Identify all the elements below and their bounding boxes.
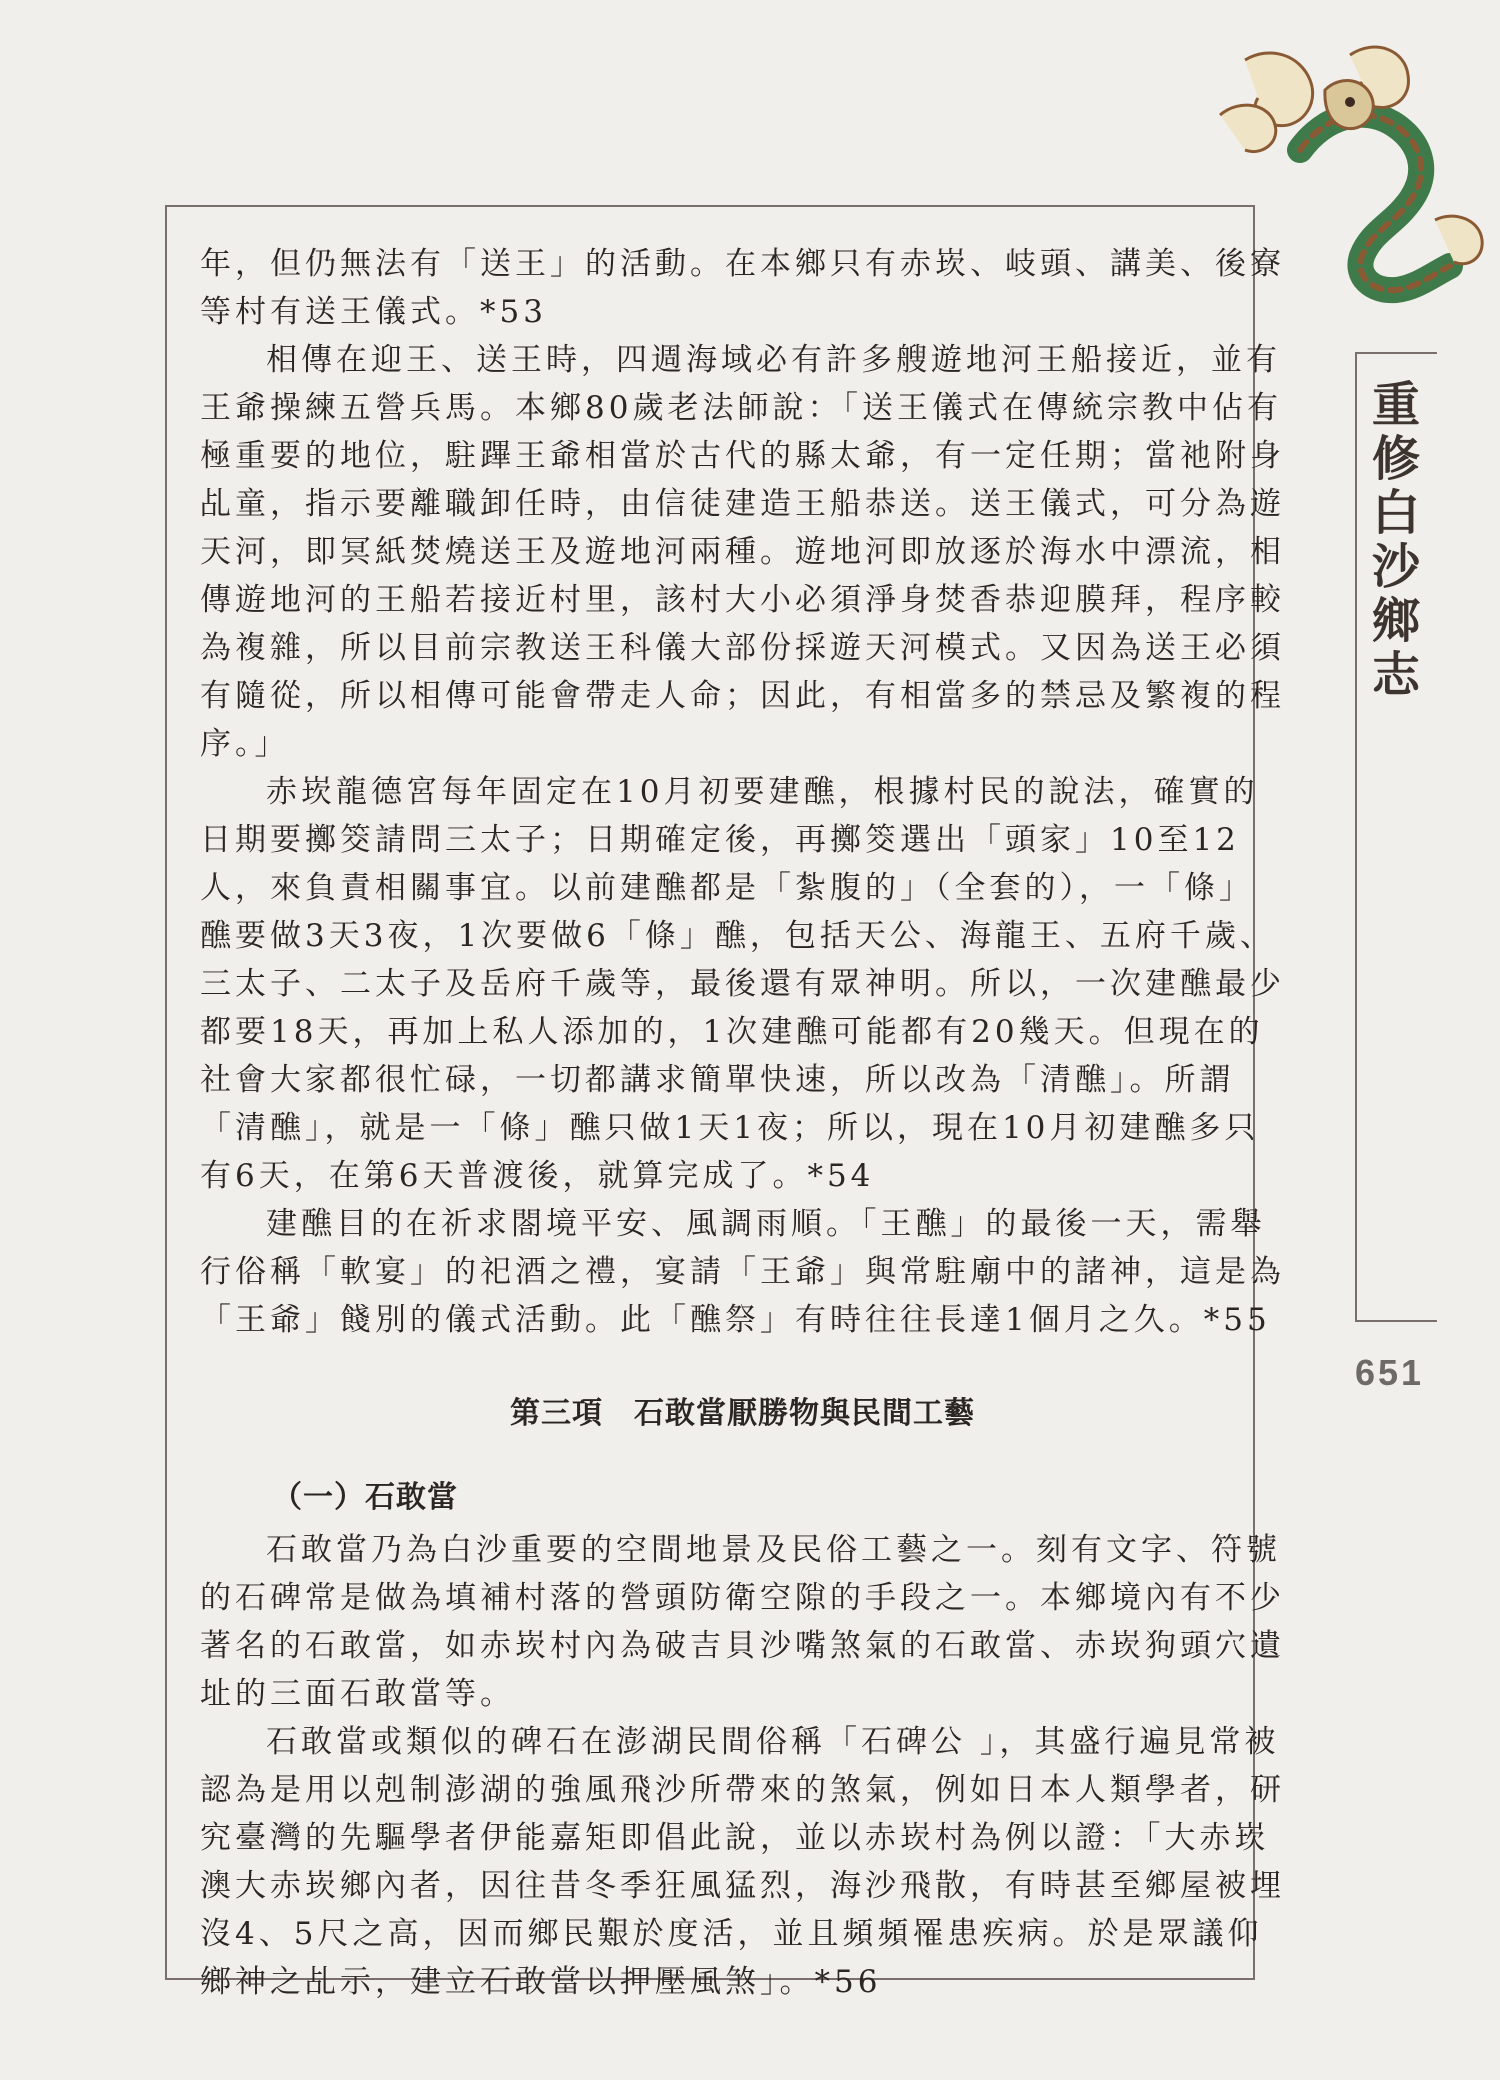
paragraph: 石敢當或類似的碑石在澎湖民間俗稱「石碑公 」，其盛行遍見常被認為是用以剋制澎湖的強風飛沙所帶來的煞氣，例如日本人類學者，研究臺灣的先驅學者伊能嘉矩即倡此說，並以赤崁村為例以證：「大赤崁澳大赤崁鄉內者，因往昔冬季狂風猛烈，海沙飛散，有時甚至鄉屋被埋沒4、5尺之高，因而鄉民艱於度活，並且頻頻罹患疾病。於是眾議仰鄉神之乩示，建立石敢當以押壓風煞」。*56	[200, 1724, 1285, 2000]
book-title: 重修白沙鄉志	[1371, 377, 1420, 703]
sub-heading: （一）石敢當	[272, 1480, 458, 1515]
paragraph: 赤崁龍德宮每年固定在10月初要建醮，根據村民的說法，確實的日期要擲筊請問三太子；日期確定後，再擲筊選出「頭家」10至12人，來負責相關事宜。以前建醮都是「紮腹的」（全套的），一「條」醮要做3天3夜，1次要做6「條」醮，包括天公、海龍王、五府千歲、三太子、二太子及岳府千歲等，最後還有眾神明。所以，一次建醮最少都要18天，再加上私人添加的，1次建醮可能都有20幾天。但現在的社會大家都很忙碌，一切都講求簡單快速，所以改為「清醮」。所謂「清醮」，就是一「條」醮只做1天1夜；所以，現在10月初建醮多只有6天，在第6天普渡後，就算完成了。*54	[200, 774, 1285, 1194]
paragraph: 建醮目的在祈求閤境平安、風調雨順。「王醮」的最後一天，需舉行俗稱「軟宴」的祀酒之禮，宴請「王爺」與常駐廟中的諸神，這是為「王爺」餞別的儀式活動。此「醮祭」有時往往長達1個月之久。*55	[200, 1206, 1285, 1338]
paragraph: 相傳在迎王、送王時，四週海域必有許多艘遊地河王船接近，並有王爺操練五營兵馬。本鄉80歲老法師說：「送王儀式在傳統宗教中佔有極重要的地位，駐蹕王爺相當於古代的縣太爺，有一定任期；當祂附身乩童，指示要離職卸任時，由信徒建造王船恭送。送王儀式，可分為遊天河，即冥紙焚燒送王及遊地河兩種。遊地河即放逐於海水中漂流，相傳遊地河的王船若接近村里，該村大小必須淨身焚香恭迎膜拜，程序較為複雜，所以目前宗教送王科儀大部份採遊天河模式。又因為送王必須有隨從，所以相傳可能會帶走人命；因此，有相當多的禁忌及繁複的程序。」	[200, 342, 1285, 762]
section-heading: 第三項 石敢當厭勝物與民間工藝	[510, 1396, 975, 1431]
paragraph: 石敢當乃為白沙重要的空間地景及民俗工藝之一。刻有文字、符號的石碑常是做為填補村落的營頭防衛空隙的手段之一。本鄉境內有不少著名的石敢當，如赤崁村內為破吉貝沙嘴煞氣的石敢當、赤崁狗頭穴遺址的三面石敢當等。	[200, 1532, 1285, 1712]
main-content	[200, 240, 1285, 2006]
page-number: 651	[1355, 1352, 1425, 1393]
paragraph: 年，但仍無法有「送王」的活動。在本鄉只有赤崁、岐頭、講美、後寮等村有送王儀式。*53	[200, 246, 1285, 330]
